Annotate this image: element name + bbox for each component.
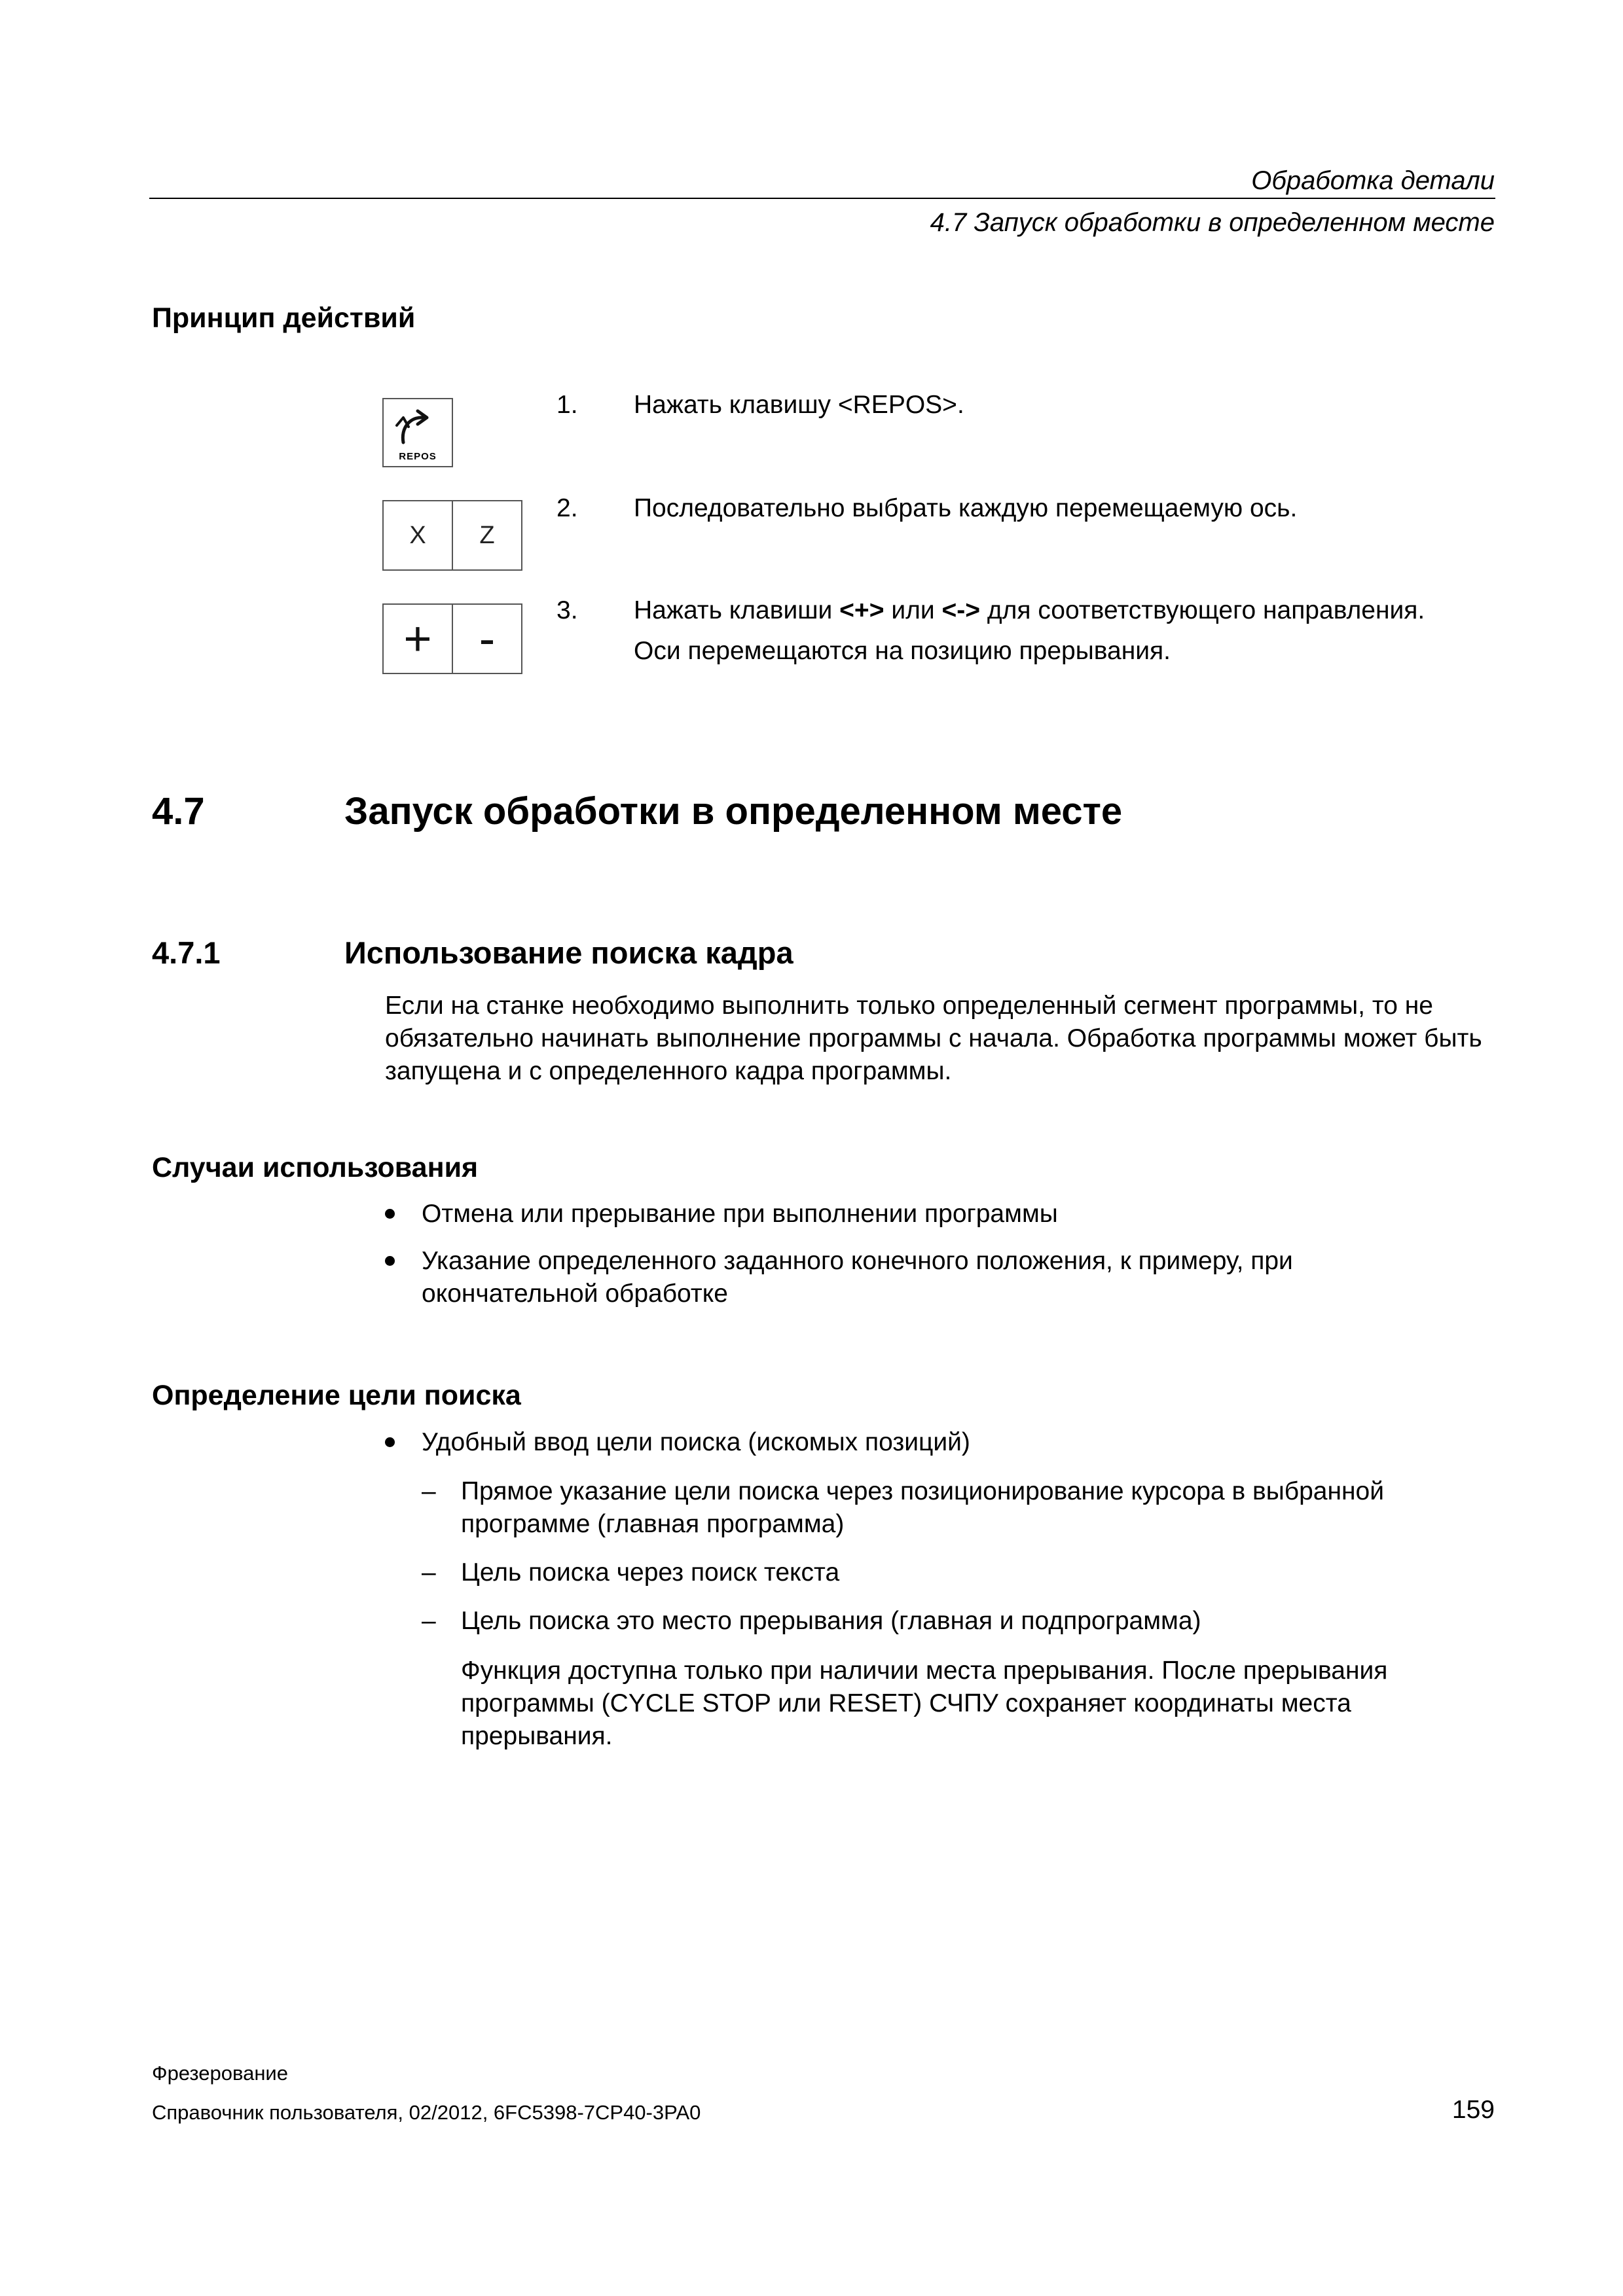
x-axis-key: X [382,500,453,571]
footer-product: Фрезерование [152,2062,288,2085]
search-target-dash-item: Цель поиска через поиск текста [461,1558,840,1587]
section-title: Запуск обработки в определенном месте [344,790,1123,833]
axis-keys [382,500,522,571]
running-header-section: 4.7 Запуск обработки в определенном месте [930,208,1495,237]
use-cases-heading: Случаи использования [152,1152,479,1183]
bullet-icon [385,1256,395,1266]
dash-marker: – [422,1558,436,1587]
step-2-text: Последовательно выбрать каждую перемещаемую ось. [634,494,1298,522]
search-target-heading: Определение цели поиска [152,1380,521,1411]
repos-key-label: REPOS [399,451,437,462]
bullet-icon [385,1437,395,1447]
subsection-title: Использование поиска кадра [344,935,793,970]
step-2-number: 2. [556,494,578,522]
principle-heading: Принцип действий [152,302,416,334]
direction-keys [382,603,522,674]
step-3-minus-key-ref: <-> [941,596,981,624]
subsection-number: 4.7.1 [152,935,221,970]
search-target-note: Функция доступна только при наличии места прерывания. После прерывания программы (CYCLE STOP или RESET) СЧПУ сохраняет координаты места прерывания. [461,1657,1388,1750]
bullet-icon [385,1209,395,1219]
search-target-bullet: Удобный ввод цели поиска (искомых позиций) [422,1428,970,1456]
step-1-text: Нажать клавишу <REPOS>. [634,391,964,419]
search-target-dash-item: Прямое указание цели поиска через позиционирование курсора в выбранной программе (главная программа) [461,1477,1385,1538]
running-header-chapter: Обработка детали [1251,166,1495,195]
step-3-text-after: для соответствующего направления. [980,596,1425,624]
step-3-text [634,594,1425,627]
section-heading [152,789,1461,834]
z-axis-key: Z [453,500,522,571]
dash-marker: – [422,1607,436,1635]
use-case-item: Отмена или прерывание при выполнении программы [422,1200,1058,1228]
search-target-dash-item: Цель поиска это место прерывания (главная и подпрограмма) [461,1607,1201,1635]
step-3-text-mid: или [884,596,942,624]
use-case-item: Указание определенного заданного конечного положения, к примеру, при окончательной обработке [422,1247,1293,1308]
subsection-intro: Если на станке необходимо выполнить только определенный сегмент программы, то не обязательно начинать выполнение программы с начала. Обработка программы может быть запущена и с определенного кадра программы. [385,992,1482,1085]
header-rule [149,198,1495,199]
dash-marker: – [422,1477,436,1505]
minus-key: - [453,603,522,674]
subsection-heading [152,935,1461,971]
page-number: 159 [1451,2096,1495,2124]
section-number: 4.7 [152,790,205,833]
step-3-number: 3. [556,596,578,624]
step-1-number: 1. [556,391,578,419]
footer-manual-info: Справочник пользователя, 02/2012, 6FC5398-7CP40-3PA0 [152,2101,701,2124]
step-3-plus-key-ref: <+> [839,596,884,624]
step-3-note: Оси перемещаются на позицию прерывания. [634,637,1171,665]
plus-key: + [382,603,453,674]
repos-key [382,398,453,467]
step-3-text-before: Нажать клавиши [634,596,840,624]
